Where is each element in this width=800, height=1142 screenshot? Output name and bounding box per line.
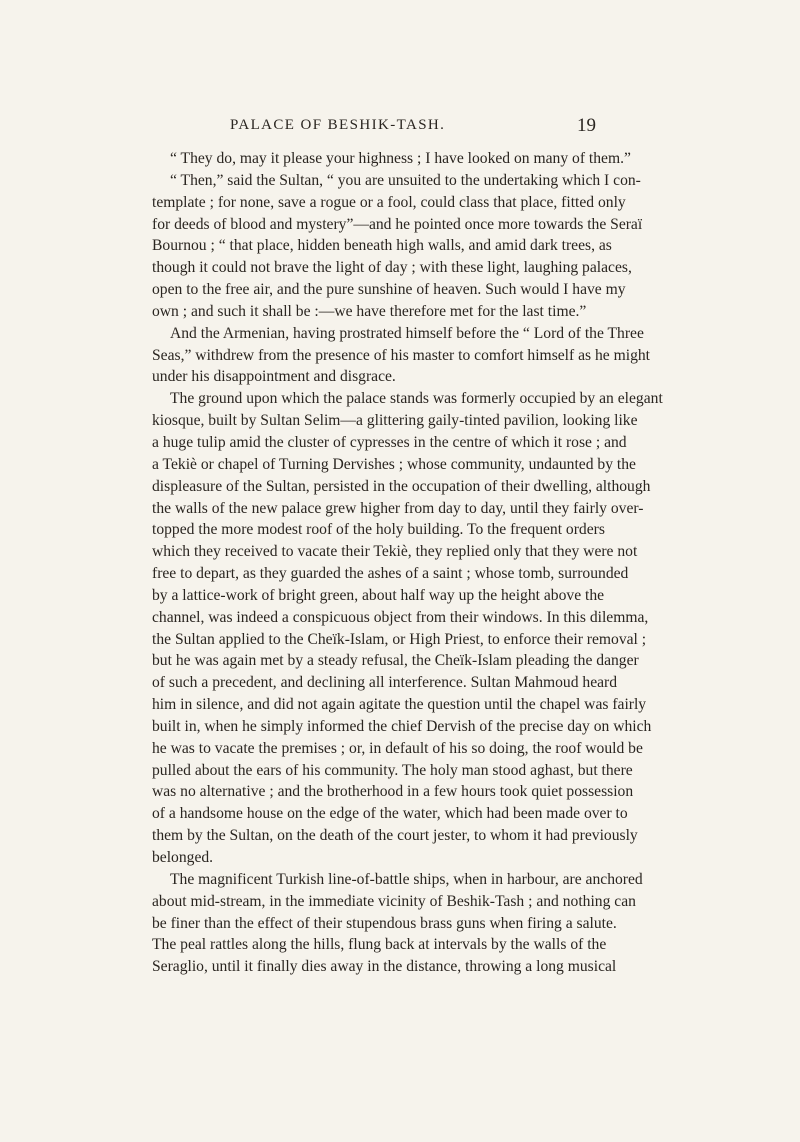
text-line: belonged.	[152, 849, 214, 866]
text-line: him in silence, and did not again agitate the question until the chapel was fairly	[152, 696, 647, 714]
text-line: topped the more modest roof of the holy building. To the frequent orders	[152, 521, 605, 539]
text-line: kiosque, built by Sultan Selim—a glittering gaily-tinted pavilion, looking like	[152, 412, 638, 430]
text-line: The peal rattles along the hills, flung back at intervals by the walls of the	[152, 936, 607, 954]
text-line: by a lattice-work of bright green, about half way up the height above the	[152, 586, 605, 604]
text-line: And the Armenian, having prostrated himself before the “ Lord of the Three	[170, 324, 644, 342]
text-line: built in, when he simply informed the chief Dervish of the precise day on which	[152, 717, 652, 735]
text-line: about mid-stream, in the immediate vicinity of Beshik-Tash ; and nothing can	[152, 892, 636, 910]
text-line: Seraglio, until it finally dies away in the distance, throwing a long musical	[152, 958, 617, 976]
text-line: Bournou ; “ that place, hidden beneath high walls, and amid dark trees, as	[152, 237, 612, 255]
text-line: which they received to vacate their Tekiè, they replied only that they were not	[152, 543, 638, 561]
text-line: but he was again met by a steady refusal, the Cheïk-Islam pleading the danger	[152, 652, 639, 670]
page-number: 19	[577, 115, 596, 136]
text-line: open to the free air, and the pure sunshine of heaven. Such would I have my	[152, 281, 626, 299]
text-line: own ; and such it shall be :—we have therefore met for the last time.”	[152, 302, 587, 320]
text-line: the walls of the new palace grew higher from day to day, until they fairly over-	[152, 499, 644, 517]
text-line: The magnificent Turkish line-of-battle ships, when in harbour, are anchored	[170, 870, 643, 888]
text-line: displeasure of the Sultan, persisted in the occupation of their dwelling, although	[152, 477, 651, 495]
text-line: channel, was indeed a conspicuous object from their windows. In this dilemma,	[152, 608, 649, 626]
running-title: PALACE OF BESHIK-TASH.	[230, 117, 446, 133]
text-line: for deeds of blood and mystery”—and he pointed once more towards the Seraï	[152, 215, 643, 233]
text-line: though it could not brave the light of day ; with these light, laughing palaces,	[152, 259, 632, 277]
text-line: under his disappointment and disgrace.	[152, 368, 396, 386]
text-line: of such a precedent, and declining all interference. Sultan Mahmoud heard	[152, 674, 618, 692]
text-line: free to depart, as they guarded the ashes of a saint ; whose tomb, surrounded	[152, 565, 629, 583]
text-line: “ Then,” said the Sultan, “ you are unsuited to the undertaking which I con-	[170, 171, 641, 189]
text-line: a Tekiè or chapel of Turning Dervishes ; whose community, undaunted by the	[152, 455, 636, 473]
text-line: Seas,” withdrew from the presence of his master to comfort himself as he might	[152, 346, 650, 364]
text-line: them by the Sultan, on the death of the court jester, to whom it had previously	[152, 827, 638, 845]
running-head	[0, 115, 800, 139]
text-line: was no alternative ; and the brotherhood in a few hours took quiet possession	[152, 783, 634, 801]
text-line: pulled about the ears of his community. The holy man stood aghast, but there	[152, 761, 633, 779]
text-line: “ They do, may it please your highness ; I have looked on many of them.”	[170, 150, 631, 167]
text-line: The ground upon which the palace stands was formerly occupied by an elegant	[170, 390, 663, 408]
text-line: of a handsome house on the edge of the water, which had been made over to	[152, 805, 628, 823]
text-line: be finer than the effect of their stupendous brass guns when firing a salute.	[152, 914, 617, 932]
text-line: template ; for none, save a rogue or a fool, could class that place, fitted only	[152, 193, 626, 211]
text-line: the Sultan applied to the Cheïk-Islam, or High Priest, to enforce their removal ;	[152, 630, 647, 648]
body-text	[152, 148, 663, 978]
text-line: he was to vacate the premises ; or, in default of his so doing, the roof would be	[152, 739, 643, 757]
text-line: a huge tulip amid the cluster of cypresses in the centre of which it rose ; and	[152, 433, 627, 451]
